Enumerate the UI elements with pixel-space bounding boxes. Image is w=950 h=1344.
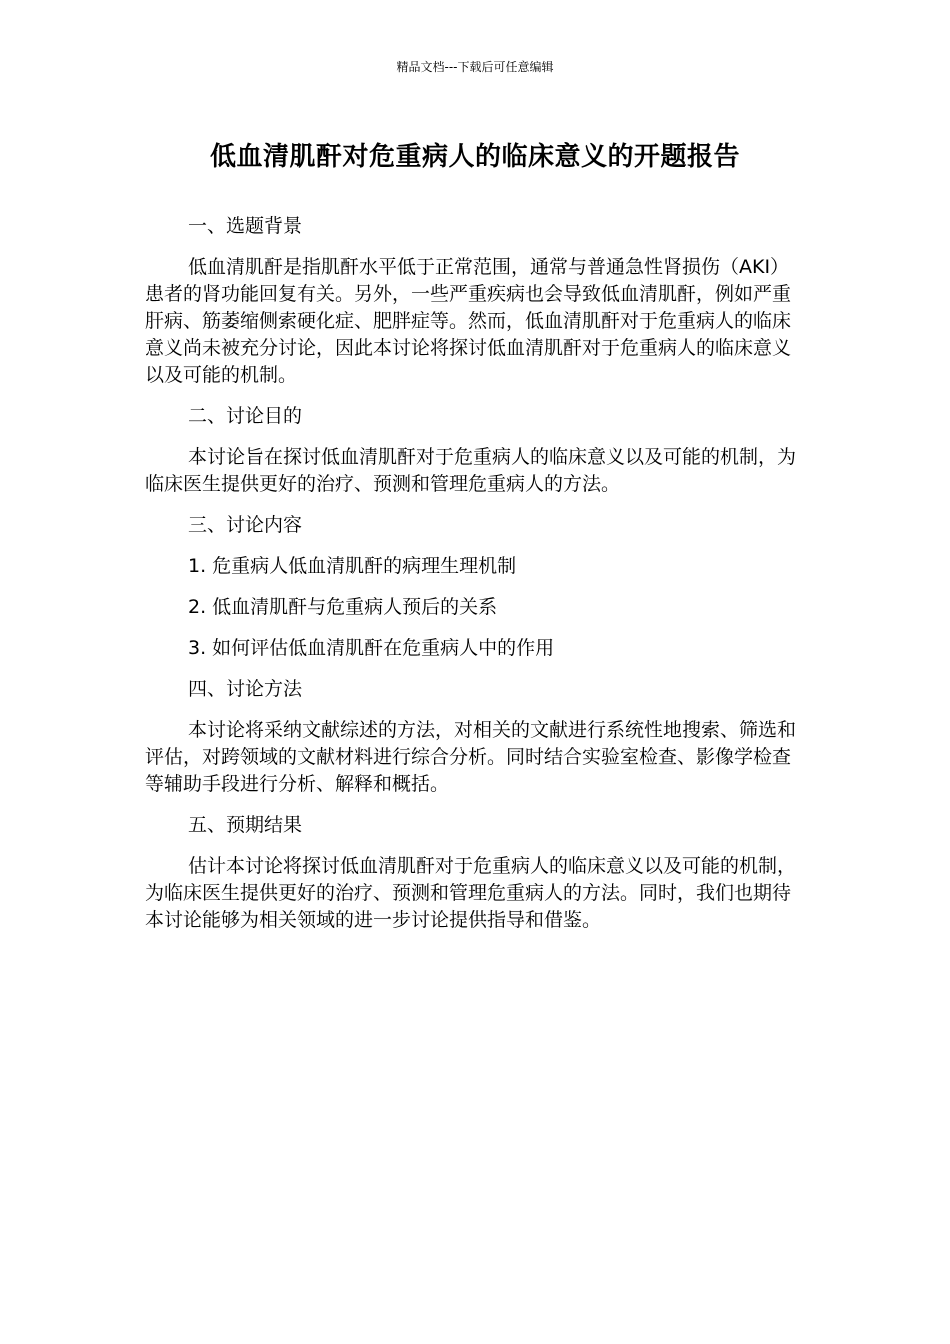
section-heading-content: 三、讨论内容 bbox=[188, 514, 303, 536]
section-heading-purpose: 二、讨论目的 bbox=[188, 405, 303, 427]
content-list-item: 3. 如何评估低血清肌酐在危重病人中的作用 bbox=[188, 637, 555, 659]
section-heading-method: 四、讨论方法 bbox=[188, 678, 303, 700]
content-list-item: 2. 低血清肌酐与危重病人预后的关系 bbox=[188, 596, 498, 618]
section-paragraph-background: 低血清肌酐是指肌酐水平低于正常范围，通常与普通急性肾损伤（AKI）患者的肾功能回复有关。另外，一些严重疾病也会导致低血清肌酐，例如严重肝病、筋萎缩侧索硬化症、肥胖症等。然而，低血清肌酐对于危重病人的临床意义尚未被充分讨论，因此本讨论将探讨低血清肌酐对于危重病人的临床意义以及可能的机制。 bbox=[145, 256, 792, 386]
document-title: 低血清肌酐对危重病人的临床意义的开题报告 bbox=[209, 142, 740, 172]
section-paragraph-purpose: 本讨论旨在探讨低血清肌酐对于危重病人的临床意义以及可能的机制，为临床医生提供更好的治疗、预测和管理危重病人的方法。 bbox=[145, 446, 797, 495]
header-note: 精品文档---下载后可任意编辑 bbox=[396, 60, 554, 74]
section-heading-background: 一、选题背景 bbox=[188, 215, 303, 237]
document-body bbox=[145, 213, 805, 948]
section-paragraph-expected-results: 估计本讨论将探讨低血清肌酐对于危重病人的临床意义以及可能的机制，为临床医生提供更好的治疗、预测和管理危重病人的方法。同时，我们也期待本讨论能够为相关领域的进一步讨论提供指导和借鉴。 bbox=[145, 855, 797, 931]
section-paragraph-method: 本讨论将采纳文献综述的方法，对相关的文献进行系统性地搜索、筛选和评估，对跨领域的文献材料进行综合分析。同时结合实验室检查、影像学检查等辅助手段进行分析、解释和概括。 bbox=[145, 719, 797, 795]
section-heading-expected-results: 五、预期结果 bbox=[188, 814, 303, 836]
content-list-item: 1. 危重病人低血清肌酐的病理生理机制 bbox=[188, 555, 517, 577]
